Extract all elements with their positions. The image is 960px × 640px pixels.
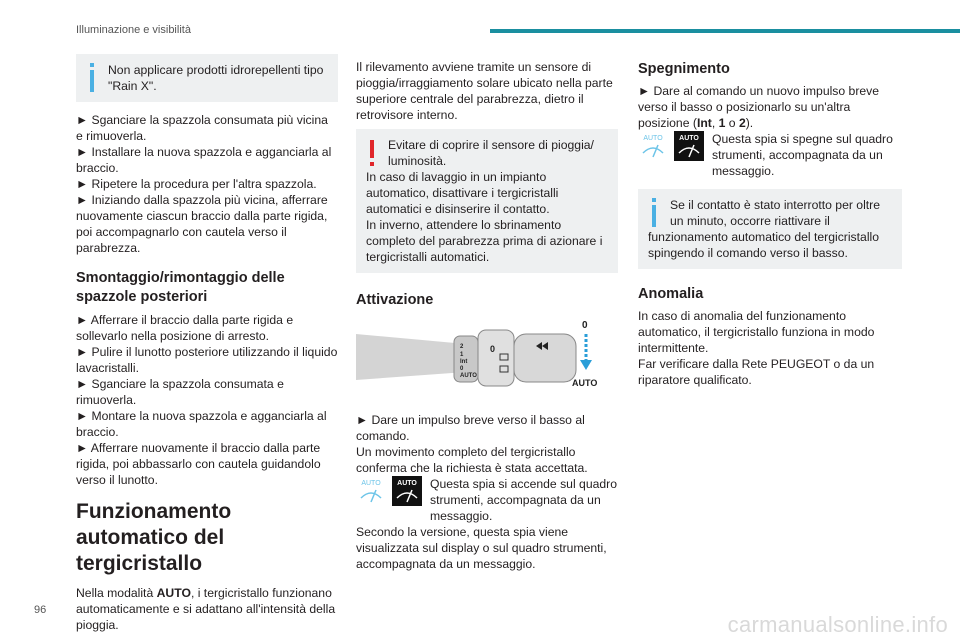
warning-note bbox=[356, 129, 618, 273]
info-note bbox=[76, 54, 338, 102]
lamp-off-text: Questa spia si spegne sul quadro strumenti, accompagnata da un messaggio. bbox=[712, 132, 893, 178]
info-icon bbox=[648, 198, 660, 232]
ring-label-auto: AUTO bbox=[460, 373, 477, 379]
switch-off-heading: Spegnimento bbox=[638, 61, 730, 77]
auto-wiper-lamp-outline-icon bbox=[356, 476, 386, 506]
step-rear-2: ► Pulire il lunotto posteriore utilizzando il liquido lavacristalli. bbox=[76, 345, 338, 375]
step-front-4: ► Iniziando dalla spazzola più vicina, afferrare nuovamente ciascun braccio dalla parte rigida, poi accompagnarlo con cautela verso il parabrezza. bbox=[76, 193, 328, 255]
warning-line-1: In caso di lavaggio in un impianto automatico, disattivare i tergicristalli automatici e disinserire il contatto. bbox=[366, 170, 559, 216]
sensor-intro: Il rilevamento avviene tramite un sensore di pioggia/irraggiamento solare ubicato nella parte superiore centrale del parabrezza, dietro il retrovisore interno. bbox=[356, 60, 613, 122]
svg-text:AUTO: AUTO bbox=[397, 480, 417, 487]
page-number: 96 bbox=[34, 604, 47, 616]
diagram-top-label: 0 bbox=[582, 320, 588, 331]
step-rear-5: ► Afferrare nuovamente il braccio dalla parte rigida, poi abbassarlo con cautela guidandolo verso il lunotto. bbox=[76, 441, 321, 487]
ring-label-0: 0 bbox=[460, 366, 464, 372]
auto-wiper-lamp-outline-icon bbox=[638, 131, 668, 161]
step-front-1: ► Sganciare la spazzola consumata più vicina e rimuoverla. bbox=[76, 113, 328, 143]
header-accent-bar bbox=[490, 29, 960, 33]
auto-wiper-heading: Funzionamento automatico del tergicristallo bbox=[76, 500, 232, 575]
warning-first: Evitare di coprire il sensore di pioggia/ luminosità. bbox=[388, 138, 594, 168]
switch-off-step: ► Dare al comando un nuovo impulso breve verso il basso o posizionarlo su un'altra posizione (Int, 1 o 2). bbox=[638, 84, 880, 130]
step-rear-3: ► Sganciare la spazzola consumata e rimuoverla. bbox=[76, 377, 284, 407]
rear-ring-zero: 0 bbox=[490, 344, 496, 354]
header-title: Illuminazione e visibilità bbox=[76, 24, 191, 36]
lamp-row bbox=[356, 476, 618, 524]
step-front-2: ► Installare la nuova spazzola e agganciarla al braccio. bbox=[76, 145, 332, 175]
step-rear-4: ► Montare la nuova spazzola e agganciarla al braccio. bbox=[76, 409, 327, 439]
activation-step-2: Un movimento completo del tergicristallo conferma che la richiesta è stata accettata. bbox=[356, 445, 588, 475]
ring-label-1: 1 bbox=[460, 352, 464, 358]
auto-wiper-lamp-filled-icon bbox=[674, 131, 704, 161]
ring-label-int: Int bbox=[460, 359, 468, 365]
svg-text:AUTO: AUTO bbox=[361, 480, 381, 487]
watermark: carmanualsonline.info bbox=[727, 612, 948, 637]
lamp-on-text: Questa spia si accende sul quadro strumenti, accompagnata da un messaggio. bbox=[430, 477, 617, 523]
info-icon bbox=[86, 63, 98, 97]
anomaly-line-2: Far verificare dalla Rete PEUGEOT o da un riparatore qualificato. bbox=[638, 357, 875, 387]
step-front-3: ► Ripetere la procedura per l'altra spazzola. bbox=[76, 177, 317, 191]
ignition-note-rest: funzionamento automatico del tergicristallo spingendo il comando verso il basso. bbox=[648, 230, 880, 260]
lamp-row-off bbox=[638, 131, 902, 179]
warning-icon bbox=[366, 138, 378, 172]
column-2 bbox=[356, 59, 618, 572]
auto-wiper-lamp-filled-icon bbox=[392, 476, 422, 506]
ignition-note-first: Se il contatto è stato interrotto per oltre un minuto, occorre riattivare il bbox=[670, 198, 881, 228]
ring-label-2: 2 bbox=[460, 344, 464, 350]
activation-heading: Attivazione bbox=[356, 292, 434, 308]
step-rear-1: ► Afferrare il braccio dalla parte rigida e sollevarlo nella posizione di arresto. bbox=[76, 313, 294, 343]
warning-line-2: In inverno, attendere lo sbrinamento completo del parabrezza prima di azionare i tergicristalli automatici. bbox=[366, 218, 603, 264]
column-3 bbox=[638, 60, 902, 388]
svg-text:AUTO: AUTO bbox=[643, 135, 663, 142]
version-note: Secondo la versione, questa spia viene visualizzata sul display o sul quadro strumenti, accompagnata da un messaggio. bbox=[356, 525, 607, 571]
wiper-stalk-diagram bbox=[356, 318, 606, 392]
anomaly-line-1: In caso di anomalia del funzionamento automatico, il tergicristallo funziona in modo intermittente. bbox=[638, 309, 875, 355]
info-note-ignition bbox=[638, 189, 902, 269]
auto-description: Nella modalità AUTO, i tergicristallo funzionano automaticamente e si adattano all'intensità della pioggia. bbox=[76, 586, 336, 632]
anomaly-heading: Anomalia bbox=[638, 286, 704, 302]
column-1 bbox=[76, 54, 338, 633]
svg-text:AUTO: AUTO bbox=[679, 135, 699, 142]
activation-step-1: ► Dare un impulso breve verso il basso al comando. bbox=[356, 413, 585, 443]
rear-wiper-heading: Smontaggio/rimontaggio delle spazzole posteriori bbox=[76, 270, 285, 305]
diagram-bottom-label: AUTO bbox=[572, 378, 598, 388]
info-note-text: Non applicare prodotti idrorepellenti tipo "Rain X". bbox=[108, 63, 324, 93]
